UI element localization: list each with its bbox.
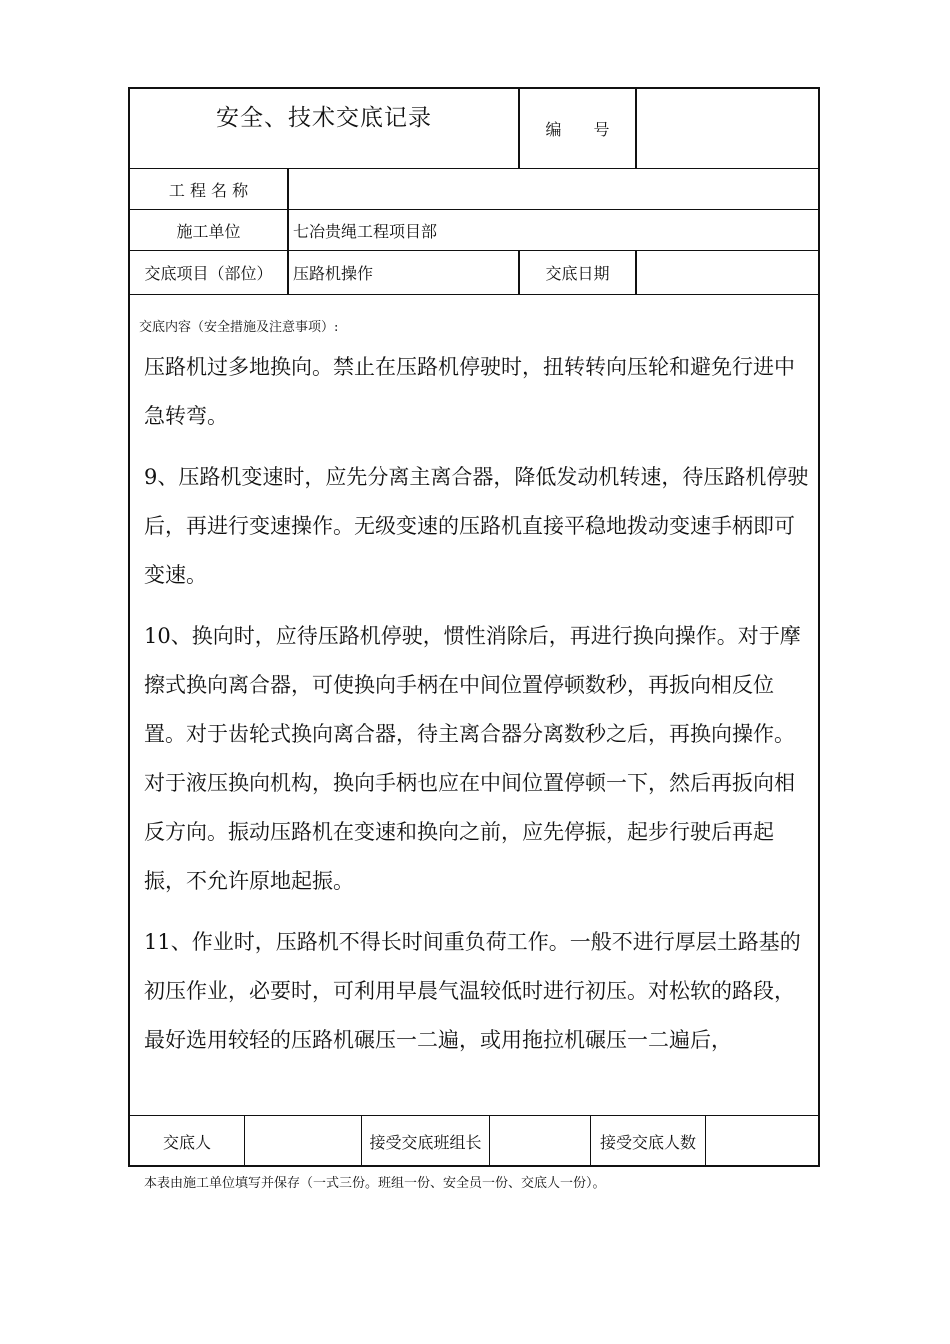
- item-label: 交底项目（部位）: [144, 264, 273, 283]
- team-leader-field[interactable]: [490, 1116, 590, 1167]
- construction-unit-field[interactable]: 七冶贵绳工程项目部: [293, 221, 438, 241]
- count-field[interactable]: [706, 1116, 818, 1167]
- team-leader-label: 接受交底班组长: [369, 1133, 482, 1152]
- discloser-label: 交底人: [162, 1133, 211, 1152]
- construction-unit-label: 施工单位: [176, 221, 241, 241]
- title-row: [130, 89, 818, 169]
- content-paragraph: 10、换向时，应待压路机停驶，惯性消除后，再进行换向操作。对于摩擦式换向离合器，可使换向手柄在中间位置停顿数秒，再扳向相反位置。对于齿轮式换向离合器，待主离合器分离数秒之后，再换向操作。对于液压换向机构，换向手柄也应在中间位置停顿一下，然后再扳向相反方向。振动压路机在变速和换向之前，应先停振，起步行驶后再起振，不允许原地起振。: [144, 624, 801, 893]
- item-date-row: [130, 251, 818, 295]
- item-field[interactable]: 压路机操作: [293, 264, 374, 283]
- disclosure-form-table: [128, 87, 820, 1167]
- number-label: 编 号: [545, 120, 610, 139]
- project-name-label: 工 程 名 称: [168, 180, 249, 200]
- number-field[interactable]: [637, 89, 818, 168]
- date-label: 交底日期: [545, 264, 610, 283]
- construction-unit-row: [130, 210, 818, 251]
- footnote: 本表由施工单位填写并保存（一式三份。班组一份、安全员一份、交底人一份）。: [144, 1176, 606, 1191]
- date-field[interactable]: [637, 251, 818, 294]
- content-paragraph: 压路机过多地换向。禁止在压路机停驶时，扭转转向压轮和避免行进中急转弯。: [144, 355, 795, 428]
- project-name-field[interactable]: [289, 169, 818, 209]
- content-paragraph: 11、作业时，压路机不得长时间重负荷工作。一般不进行厚层土路基的初压作业，必要时，可利用早晨气温较低时进行初压。对松软的路段，最好选用较轻的压路机碾压一二遍，或用拖拉机碾压一二遍后，: [144, 930, 801, 1052]
- content-header: 交底内容（安全措施及注意事项）:: [139, 320, 339, 335]
- signature-row: [130, 1115, 818, 1167]
- discloser-field[interactable]: [245, 1116, 361, 1167]
- content-paragraph: 9、压路机变速时，应先分离主离合器，降低发动机转速，待压路机停驶后，再进行变速操作。无级变速的压路机直接平稳地拨动变速手柄即可变速。: [144, 465, 809, 587]
- count-label: 接受交底人数: [599, 1133, 696, 1152]
- form-title: 安全、技术交底记录: [216, 105, 432, 131]
- content-body: [144, 343, 810, 1077]
- project-name-row: [130, 169, 818, 210]
